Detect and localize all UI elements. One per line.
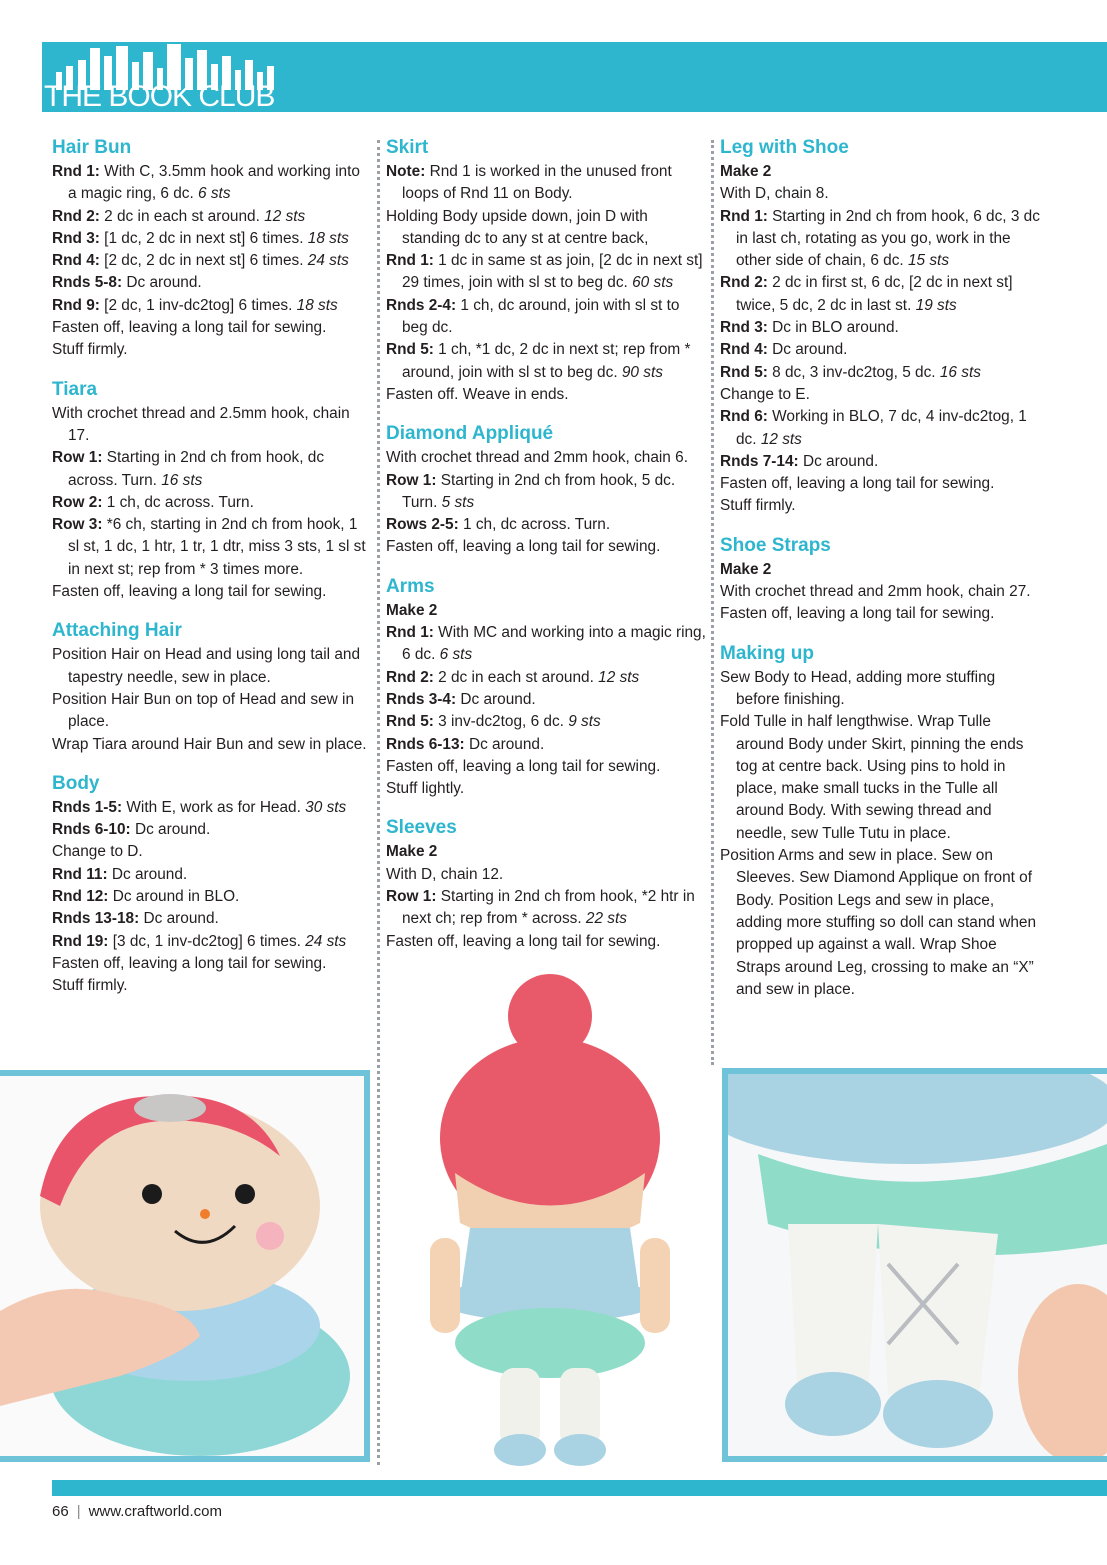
step-text: [3 dc, 1 inv-dc2tog] 6 times. — [108, 932, 306, 950]
instruction-line — [720, 495, 1040, 517]
instruction-line — [52, 250, 370, 272]
step-text: With crochet thread and 2mm hook, chain 27. — [720, 583, 1031, 601]
step-label: Rnd 12: — [52, 888, 109, 906]
instruction-line — [720, 183, 1040, 205]
instruction-line — [52, 514, 370, 581]
step-label: Rnd 2: — [52, 207, 100, 225]
step-text: 1 ch, dc across. Turn. — [102, 493, 254, 511]
step-text: 1 dc in same st as join, [2 dc in next st] 29 times, join with sl st to beg dc. — [402, 252, 703, 292]
step-label: Rnd 1: — [386, 252, 434, 270]
step-text: Position Arms and sew in place. Sew on Sleeves. Sew Diamond Applique on front of Body. Position Legs and sew in place, adding more stuffing so doll can stand when propped up against a wall. Wrap Shoe Straps around Leg, crossing to make an “X” and sew in place. — [720, 847, 1037, 998]
step-text: With crochet thread and 2.5mm hook, chain 17. — [52, 404, 350, 444]
step-label: Rnds 1-5: — [52, 798, 123, 816]
step-label: Rnds 6-13: — [386, 735, 465, 753]
instruction-line — [52, 272, 370, 294]
section-tiara — [52, 376, 370, 604]
instruction-line — [52, 886, 370, 908]
step-text: Dc around. — [767, 341, 848, 359]
stitch-count: 15 sts — [907, 252, 950, 270]
section-heading: Hair Bun — [52, 137, 132, 158]
instruction-line — [52, 734, 370, 756]
footer-bar — [52, 1480, 1107, 1496]
step-text: With crochet thread and 2mm hook, chain 6. — [386, 449, 688, 467]
photo-doll-full — [400, 968, 700, 1473]
step-text: 2 dc in each st around. — [99, 207, 265, 225]
section-leg-with-shoe — [720, 134, 1040, 518]
section-attaching-hair — [52, 617, 370, 755]
section-heading: Attaching Hair — [52, 620, 182, 642]
step-text: Stuff firmly. — [52, 977, 128, 995]
instruction-line — [52, 206, 370, 228]
stitch-count: 90 sts — [621, 363, 663, 381]
step-label: Row 1: — [386, 888, 437, 906]
step-text: Fold Tulle in half lengthwise. Wrap Tulle around Body under Skirt, pinning the ends tog at centre back. Using pins to hold in place, make small tucks in the Tulle all around Body. With sewing thread and needle, sew Tulle Tutu in place. — [720, 713, 1024, 842]
step-text: [2 dc, 1 inv-dc2tog] 6 times. — [99, 296, 297, 314]
instruction-line — [52, 975, 370, 997]
instruction-line — [386, 689, 706, 711]
step-text: Starting in 2nd ch from hook, 6 dc, 3 dc in last ch, rotating as you go, work in the other side of chain, 6 dc. — [736, 207, 1040, 270]
section-heading: Arms — [386, 575, 435, 597]
step-label: Rnd 4: — [52, 252, 100, 270]
section-heading: Shoe Straps — [720, 534, 831, 556]
step-text: With D, chain 12. — [386, 865, 504, 883]
section-body — [52, 770, 370, 998]
step-text: Fasten off, leaving a long tail for sewing. — [386, 538, 661, 556]
stitch-count: 24 sts — [307, 252, 349, 270]
step-label: Rnds 13-18: — [52, 910, 140, 928]
column-3 — [720, 134, 1040, 1015]
step-label: Rnd 6: — [720, 408, 768, 426]
instruction-line — [386, 886, 706, 931]
step-text: 2 dc in first st, 6 dc, [2 dc in next st] twice, 5 dc, 2 dc in last st. — [736, 274, 1013, 314]
instruction-line — [52, 644, 370, 689]
instruction-line — [386, 864, 706, 886]
instruction-line — [720, 362, 1040, 384]
instruction-line — [386, 778, 706, 800]
stitch-count: 19 sts — [915, 296, 957, 314]
step-label: Rnd 3: — [720, 319, 768, 337]
section-diamond-applique — [386, 420, 706, 558]
instruction-line — [52, 447, 370, 492]
stitch-count: 6 sts — [198, 185, 231, 203]
step-label: Rows 2-5: — [386, 516, 459, 534]
step-text: Starting in 2nd ch from hook, dc across. Turn. — [68, 449, 325, 489]
step-text: Fasten off, leaving a long tail for sewing. — [52, 954, 327, 972]
step-text: Holding Body upside down, join D with standing dc to any st at centre back, — [386, 207, 649, 247]
section-heading: Diamond Appliqué — [386, 423, 554, 445]
section-shoe-straps — [720, 532, 1040, 626]
stitch-count: 24 sts — [305, 932, 347, 950]
instruction-line — [52, 317, 370, 339]
step-text: Position Hair Bun on top of Head and sew in place. — [52, 690, 355, 731]
section-sleeves — [386, 814, 706, 952]
instruction-line — [52, 295, 370, 317]
step-text: With E, work as for Head. — [122, 798, 306, 816]
step-text: 8 dc, 3 inv-dc2tog, 5 dc. — [767, 363, 940, 381]
instruction-line — [52, 689, 370, 734]
instruction-line — [386, 295, 706, 340]
step-text: 1 ch, *1 dc, 2 dc in next st; rep from * around, join with sl st to beg dc. — [402, 341, 691, 381]
step-text: 3 inv-dc2tog, 6 dc. — [433, 713, 569, 731]
stitch-count: 16 sts — [939, 363, 981, 381]
instruction-line — [386, 250, 706, 295]
step-text: With D, chain 8. — [720, 185, 829, 203]
step-text: Fasten off, leaving a long tail for sewing. — [386, 757, 661, 775]
instruction-line — [386, 206, 706, 251]
instruction-line — [720, 339, 1040, 361]
instruction-line — [720, 711, 1040, 845]
footer-url: www.craftworld.com — [88, 1503, 222, 1520]
step-label: Rnd 4: — [720, 341, 768, 359]
instruction-line — [52, 228, 370, 250]
instruction-line — [52, 403, 370, 448]
step-label: Rnd 5: — [386, 341, 434, 359]
stitch-count: 9 sts — [568, 713, 601, 731]
step-label: Rnds 2-4: — [386, 296, 457, 314]
section-heading: Tiara — [52, 378, 98, 400]
section-arms — [386, 573, 706, 801]
step-text: Fasten off, leaving a long tail for sewing. — [52, 319, 327, 337]
step-text: Dc around. — [107, 865, 188, 883]
instruction-line — [386, 711, 706, 733]
instruction-line — [52, 819, 370, 841]
section-title: THE BOOK CLUB — [44, 80, 275, 113]
instruction-line — [720, 581, 1040, 603]
instruction-line — [720, 473, 1040, 495]
step-text: Stuff firmly. — [720, 497, 796, 515]
step-text: Stuff firmly. — [52, 341, 128, 359]
step-label: Rnd 19: — [52, 932, 109, 950]
instruction-line — [386, 339, 706, 384]
instruction-line — [386, 384, 706, 406]
stitch-count: 6 sts — [439, 646, 473, 664]
step-text: Fasten off. Weave in ends. — [386, 385, 569, 403]
instruction-line — [720, 272, 1040, 317]
step-text: Fasten off, leaving a long tail for sewing. — [52, 583, 327, 601]
step-text: 2 dc in each st around. — [433, 668, 599, 686]
step-text: Starting in 2nd ch from hook, *2 htr in next ch; rep from * across. — [402, 888, 695, 928]
step-text: Dc around in BLO. — [108, 888, 240, 906]
instruction-line — [720, 206, 1040, 273]
instruction-line — [386, 756, 706, 778]
stitch-count: 5 sts — [441, 493, 475, 511]
instruction-line — [52, 841, 370, 863]
step-label: Row 3: — [52, 516, 103, 534]
make-count: Make 2 — [720, 560, 772, 578]
step-text: Starting in 2nd ch from hook, 5 dc. Turn. — [402, 471, 676, 511]
instruction-line — [720, 603, 1040, 625]
step-text: Working in BLO, 7 dc, 4 inv-dc2tog, 1 dc. — [736, 408, 1027, 448]
instruction-line — [52, 953, 370, 975]
footer: 66 | www.craftworld.com — [52, 1503, 222, 1520]
step-label: Note: — [386, 163, 426, 180]
stitch-count: 12 sts — [598, 668, 640, 686]
instruction-line — [386, 514, 706, 536]
section-heading: Skirt — [386, 137, 429, 158]
stitch-count: 12 sts — [264, 207, 306, 225]
section-skirt — [386, 134, 706, 406]
step-label: Rnd 2: — [386, 668, 434, 686]
instruction-line — [52, 339, 370, 361]
step-label: Rnd 5: — [386, 713, 434, 731]
section-hair-bun — [52, 134, 370, 362]
page-number: 66 — [52, 1503, 69, 1520]
step-label: Rnd 1: — [720, 207, 768, 225]
step-text: Fasten off, leaving a long tail for sewing. — [720, 605, 995, 623]
stitch-count: 30 sts — [305, 798, 347, 816]
step-text: Dc around. — [798, 452, 879, 470]
step-label: Row 1: — [52, 449, 103, 467]
column-2 — [386, 134, 706, 967]
instruction-line — [720, 451, 1040, 473]
column-divider — [377, 140, 380, 1465]
instruction-line — [720, 317, 1040, 339]
stitch-count: 60 sts — [632, 274, 674, 292]
step-label: Rnd 9: — [52, 296, 100, 314]
step-label: Rnd 3: — [52, 229, 100, 247]
step-label: Rnds 3-4: — [386, 690, 457, 708]
section-heading: Leg with Shoe — [720, 137, 849, 158]
step-text: Dc around. — [122, 274, 202, 292]
instruction-line — [386, 447, 706, 469]
step-text: [2 dc, 2 dc in next st] 6 times. — [99, 252, 308, 270]
step-text: Dc around. — [456, 690, 536, 708]
instruction-line — [386, 667, 706, 689]
step-text: [1 dc, 2 dc in next st] 6 times. — [99, 229, 308, 247]
section-heading: Body — [52, 772, 100, 794]
stitch-count: 18 sts — [307, 229, 349, 247]
stitch-count: 22 sts — [585, 910, 627, 928]
step-text: Sew Body to Head, adding more stuffing before finishing. — [720, 668, 996, 708]
instruction-line — [52, 797, 370, 819]
section-making-up — [720, 640, 1040, 1001]
photo-doll-face — [0, 1070, 370, 1462]
instruction-line — [720, 667, 1040, 712]
step-text: With C, 3.5mm hook and working into a magic ring, 6 dc. — [68, 163, 360, 203]
section-heading: Making up — [720, 642, 814, 664]
step-label: Rnds 6-10: — [52, 821, 131, 839]
step-text: Fasten off, leaving a long tail for sewing. — [386, 932, 661, 950]
column-divider — [711, 140, 714, 1065]
instruction-line — [386, 734, 706, 756]
instruction-line — [386, 931, 706, 953]
step-text: Stuff lightly. — [386, 780, 465, 798]
step-label: Rnd 1: — [52, 163, 100, 180]
instruction-line — [52, 864, 370, 886]
instruction-line — [52, 931, 370, 953]
step-text: Dc in BLO around. — [767, 319, 899, 337]
instruction-line — [52, 908, 370, 930]
step-text: Fasten off, leaving a long tail for sewing. — [720, 475, 995, 493]
instruction-line — [386, 622, 706, 667]
instruction-line — [386, 161, 706, 206]
step-text: 1 ch, dc across. Turn. — [458, 516, 611, 534]
instruction-line — [52, 581, 370, 603]
step-label: Rnds 5-8: — [52, 274, 123, 292]
step-label: Row 2: — [52, 493, 103, 511]
step-text: Position Hair on Head and using long tail and tapestry needle, sew in place. — [52, 646, 361, 686]
make-count: Make 2 — [386, 601, 438, 619]
instruction-line — [386, 536, 706, 558]
step-text: Wrap Tiara around Hair Bun and sew in place. — [52, 735, 367, 753]
stitch-count: 16 sts — [161, 471, 203, 489]
make-count: Make 2 — [386, 843, 438, 861]
step-label: Rnd 2: — [720, 274, 768, 292]
stitch-count: 18 sts — [296, 296, 338, 314]
step-text: Dc around. — [139, 910, 219, 928]
instruction-line — [720, 406, 1040, 451]
section-heading: Sleeves — [386, 817, 457, 839]
step-label: Row 1: — [386, 471, 437, 489]
photo-doll-legs — [722, 1068, 1107, 1462]
step-text: Rnd 1 is worked in the unused front loops of Rnd 11 on Body. — [402, 163, 672, 203]
step-label: Rnd 1: — [386, 624, 434, 642]
step-text: *6 ch, starting in 2nd ch from hook, 1 sl st, 1 dc, 1 htr, 1 tr, 1 dtr, miss 3 sts, 1 sl st in next st; rep from * 3 times more. — [68, 516, 366, 578]
instruction-line — [386, 470, 706, 515]
stitch-count: 12 sts — [760, 430, 802, 448]
step-text: Change to E. — [720, 385, 810, 403]
instruction-line — [720, 384, 1040, 406]
step-label: Rnd 5: — [720, 363, 768, 381]
step-text: 1 ch, dc around, join with sl st to beg dc. — [402, 296, 680, 337]
step-text: Dc around. — [464, 735, 545, 753]
step-label: Rnds 7-14: — [720, 452, 799, 470]
step-text: Dc around. — [130, 821, 211, 839]
step-text: With MC and working into a magic ring, 6 dc. — [402, 624, 706, 664]
instruction-line — [720, 845, 1040, 1001]
instruction-line — [52, 492, 370, 514]
step-label: Rnd 11: — [52, 865, 108, 883]
make-count: Make 2 — [720, 163, 772, 180]
step-text: Change to D. — [52, 843, 143, 861]
column-1 — [52, 134, 370, 1012]
instruction-line — [52, 161, 370, 206]
